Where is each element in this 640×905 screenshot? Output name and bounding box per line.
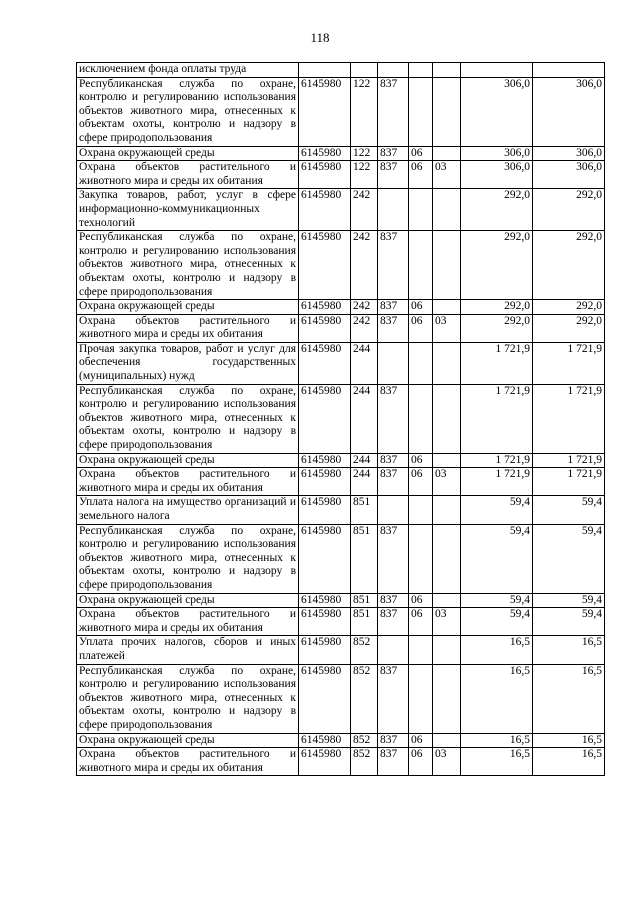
amount-year-2-cell: 292,0 bbox=[533, 189, 605, 231]
row-name-cell: Республиканская служба по охране, контролю и регулированию использования объектов животного мира, отнесенных к объектам охоты, контролю и надзору в сфере природопользования bbox=[77, 77, 299, 146]
section-code-cell: 06 bbox=[409, 593, 433, 608]
section-code-cell: 06 bbox=[409, 300, 433, 315]
table-row bbox=[77, 77, 605, 146]
row-name-cell: Охрана окружающей среды bbox=[77, 593, 299, 608]
department-code-cell: 837 bbox=[378, 468, 409, 496]
table-row bbox=[77, 636, 605, 664]
row-name-cell: Республиканская служба по охране, контролю и регулированию использования объектов животного мира, отнесенных к объектам охоты, контролю и надзору в сфере природопользования bbox=[77, 384, 299, 453]
subsection-code-cell bbox=[433, 384, 461, 453]
section-code-cell bbox=[409, 664, 433, 733]
row-name-cell: Уплата налога на имущество организаций и земельного налога bbox=[77, 496, 299, 524]
page-number: 118 bbox=[310, 30, 330, 45]
amount-year-1-cell: 306,0 bbox=[461, 146, 533, 161]
expense-type-code-cell: 122 bbox=[351, 161, 378, 189]
expense-type-code-cell: 852 bbox=[351, 748, 378, 776]
expense-type-code-cell: 242 bbox=[351, 314, 378, 342]
amount-year-2-cell: 1 721,9 bbox=[533, 453, 605, 468]
subsection-code-cell bbox=[433, 231, 461, 300]
target-article-code-cell: 6145980 bbox=[299, 77, 351, 146]
target-article-code-cell: 6145980 bbox=[299, 733, 351, 748]
table-body bbox=[77, 63, 605, 776]
section-code-cell: 06 bbox=[409, 748, 433, 776]
target-article-code-cell: 6145980 bbox=[299, 146, 351, 161]
subsection-code-cell bbox=[433, 77, 461, 146]
table-row bbox=[77, 593, 605, 608]
table-row bbox=[77, 231, 605, 300]
target-article-code-cell: 6145980 bbox=[299, 496, 351, 524]
department-code-cell: 837 bbox=[378, 161, 409, 189]
row-name-cell: Закупка товаров, работ, услуг в сфере информационно-коммуникационных технологий bbox=[77, 189, 299, 231]
target-article-code-cell: 6145980 bbox=[299, 608, 351, 636]
department-code-cell bbox=[378, 496, 409, 524]
row-name-cell: Уплата прочих налогов, сборов и иных платежей bbox=[77, 636, 299, 664]
amount-year-1-cell: 1 721,9 bbox=[461, 468, 533, 496]
amount-year-1-cell: 16,5 bbox=[461, 636, 533, 664]
amount-year-1-cell: 16,5 bbox=[461, 748, 533, 776]
subsection-code-cell bbox=[433, 63, 461, 78]
amount-year-1-cell: 292,0 bbox=[461, 300, 533, 315]
subsection-code-cell bbox=[433, 189, 461, 231]
row-name-cell: Охрана окружающей среды bbox=[77, 733, 299, 748]
table-row bbox=[77, 524, 605, 593]
table-row bbox=[77, 453, 605, 468]
expense-type-code-cell: 851 bbox=[351, 524, 378, 593]
target-article-code-cell: 6145980 bbox=[299, 593, 351, 608]
department-code-cell: 837 bbox=[378, 300, 409, 315]
amount-year-1-cell: 59,4 bbox=[461, 608, 533, 636]
expense-type-code-cell: 242 bbox=[351, 300, 378, 315]
amount-year-2-cell: 16,5 bbox=[533, 733, 605, 748]
amount-year-1-cell: 1 721,9 bbox=[461, 342, 533, 384]
section-code-cell bbox=[409, 524, 433, 593]
subsection-code-cell: 03 bbox=[433, 608, 461, 636]
subsection-code-cell bbox=[433, 664, 461, 733]
row-name-cell: Охрана окружающей среды bbox=[77, 146, 299, 161]
expense-type-code-cell: 242 bbox=[351, 189, 378, 231]
section-code-cell: 06 bbox=[409, 453, 433, 468]
section-code-cell bbox=[409, 63, 433, 78]
row-name-cell: Республиканская служба по охране, контролю и регулированию использования объектов животного мира, отнесенных к объектам охоты, контролю и надзору в сфере природопользования bbox=[77, 231, 299, 300]
amount-year-2-cell: 16,5 bbox=[533, 664, 605, 733]
table-row bbox=[77, 748, 605, 776]
table-row bbox=[77, 63, 605, 78]
expense-type-code-cell: 244 bbox=[351, 468, 378, 496]
table-row bbox=[77, 608, 605, 636]
amount-year-2-cell: 292,0 bbox=[533, 231, 605, 300]
subsection-code-cell bbox=[433, 524, 461, 593]
amount-year-1-cell: 59,4 bbox=[461, 496, 533, 524]
section-code-cell: 06 bbox=[409, 314, 433, 342]
expense-type-code-cell: 852 bbox=[351, 636, 378, 664]
department-code-cell: 837 bbox=[378, 524, 409, 593]
amount-year-1-cell: 306,0 bbox=[461, 161, 533, 189]
department-code-cell: 837 bbox=[378, 146, 409, 161]
expense-type-code-cell: 852 bbox=[351, 733, 378, 748]
amount-year-1-cell: 292,0 bbox=[461, 314, 533, 342]
row-name-cell: Охрана объектов растительного и животного мира и среды их обитания bbox=[77, 748, 299, 776]
subsection-code-cell bbox=[433, 593, 461, 608]
table-row bbox=[77, 189, 605, 231]
amount-year-2-cell: 1 721,9 bbox=[533, 468, 605, 496]
amount-year-2-cell: 16,5 bbox=[533, 636, 605, 664]
department-code-cell: 837 bbox=[378, 231, 409, 300]
department-code-cell bbox=[378, 189, 409, 231]
amount-year-2-cell: 59,4 bbox=[533, 608, 605, 636]
section-code-cell bbox=[409, 77, 433, 146]
section-code-cell bbox=[409, 231, 433, 300]
row-name-cell: Охрана объектов растительного и животного мира и среды их обитания bbox=[77, 468, 299, 496]
amount-year-2-cell: 306,0 bbox=[533, 161, 605, 189]
row-name-cell: Охрана объектов растительного и животного мира и среды их обитания bbox=[77, 161, 299, 189]
subsection-code-cell bbox=[433, 733, 461, 748]
target-article-code-cell: 6145980 bbox=[299, 189, 351, 231]
row-name-cell: исключением фонда оплаты труда bbox=[77, 63, 299, 78]
section-code-cell: 06 bbox=[409, 146, 433, 161]
department-code-cell: 837 bbox=[378, 748, 409, 776]
amount-year-2-cell: 1 721,9 bbox=[533, 384, 605, 453]
subsection-code-cell bbox=[433, 636, 461, 664]
amount-year-2-cell bbox=[533, 63, 605, 78]
amount-year-2-cell: 1 721,9 bbox=[533, 342, 605, 384]
section-code-cell bbox=[409, 189, 433, 231]
target-article-code-cell: 6145980 bbox=[299, 664, 351, 733]
department-code-cell: 837 bbox=[378, 733, 409, 748]
row-name-cell: Республиканская служба по охране, контролю и регулированию использования объектов животного мира, отнесенных к объектам охоты, контролю и надзору в сфере природопользования bbox=[77, 664, 299, 733]
section-code-cell: 06 bbox=[409, 733, 433, 748]
expense-type-code-cell: 122 bbox=[351, 146, 378, 161]
target-article-code-cell: 6145980 bbox=[299, 524, 351, 593]
expense-type-code-cell: 244 bbox=[351, 384, 378, 453]
target-article-code-cell: 6145980 bbox=[299, 748, 351, 776]
subsection-code-cell bbox=[433, 146, 461, 161]
subsection-code-cell bbox=[433, 453, 461, 468]
subsection-code-cell bbox=[433, 300, 461, 315]
department-code-cell: 837 bbox=[378, 453, 409, 468]
subsection-code-cell: 03 bbox=[433, 314, 461, 342]
department-code-cell: 837 bbox=[378, 77, 409, 146]
amount-year-1-cell bbox=[461, 63, 533, 78]
target-article-code-cell: 6145980 bbox=[299, 468, 351, 496]
department-code-cell: 837 bbox=[378, 608, 409, 636]
expense-type-code-cell: 244 bbox=[351, 453, 378, 468]
amount-year-1-cell: 306,0 bbox=[461, 77, 533, 146]
subsection-code-cell: 03 bbox=[433, 161, 461, 189]
department-code-cell: 837 bbox=[378, 593, 409, 608]
row-name-cell: Охрана окружающей среды bbox=[77, 453, 299, 468]
section-code-cell bbox=[409, 496, 433, 524]
subsection-code-cell: 03 bbox=[433, 748, 461, 776]
expense-type-code-cell: 122 bbox=[351, 77, 378, 146]
section-code-cell bbox=[409, 384, 433, 453]
table-row bbox=[77, 314, 605, 342]
department-code-cell: 837 bbox=[378, 384, 409, 453]
amount-year-2-cell: 292,0 bbox=[533, 314, 605, 342]
target-article-code-cell bbox=[299, 63, 351, 78]
amount-year-2-cell: 16,5 bbox=[533, 748, 605, 776]
department-code-cell bbox=[378, 342, 409, 384]
section-code-cell: 06 bbox=[409, 608, 433, 636]
row-name-cell: Охрана окружающей среды bbox=[77, 300, 299, 315]
target-article-code-cell: 6145980 bbox=[299, 636, 351, 664]
section-code-cell bbox=[409, 636, 433, 664]
amount-year-2-cell: 292,0 bbox=[533, 300, 605, 315]
amount-year-2-cell: 306,0 bbox=[533, 146, 605, 161]
expense-type-code-cell: 851 bbox=[351, 593, 378, 608]
target-article-code-cell: 6145980 bbox=[299, 384, 351, 453]
table-row bbox=[77, 384, 605, 453]
row-name-cell: Прочая закупка товаров, работ и услуг для обеспечения государственных (муниципальных) нужд bbox=[77, 342, 299, 384]
amount-year-1-cell: 1 721,9 bbox=[461, 384, 533, 453]
amount-year-1-cell: 292,0 bbox=[461, 231, 533, 300]
subsection-code-cell bbox=[433, 342, 461, 384]
expense-type-code-cell: 852 bbox=[351, 664, 378, 733]
table-row bbox=[77, 161, 605, 189]
row-name-cell: Охрана объектов растительного и животного мира и среды их обитания bbox=[77, 608, 299, 636]
amount-year-2-cell: 306,0 bbox=[533, 77, 605, 146]
expense-type-code-cell bbox=[351, 63, 378, 78]
amount-year-1-cell: 59,4 bbox=[461, 524, 533, 593]
amount-year-1-cell: 1 721,9 bbox=[461, 453, 533, 468]
department-code-cell: 837 bbox=[378, 314, 409, 342]
expense-type-code-cell: 851 bbox=[351, 608, 378, 636]
target-article-code-cell: 6145980 bbox=[299, 300, 351, 315]
section-code-cell: 06 bbox=[409, 161, 433, 189]
department-code-cell bbox=[378, 636, 409, 664]
budget-table bbox=[76, 62, 605, 776]
expense-type-code-cell: 242 bbox=[351, 231, 378, 300]
table-row bbox=[77, 664, 605, 733]
table-row bbox=[77, 733, 605, 748]
section-code-cell: 06 bbox=[409, 468, 433, 496]
section-code-cell bbox=[409, 342, 433, 384]
target-article-code-cell: 6145980 bbox=[299, 231, 351, 300]
subsection-code-cell: 03 bbox=[433, 468, 461, 496]
expense-type-code-cell: 851 bbox=[351, 496, 378, 524]
amount-year-2-cell: 59,4 bbox=[533, 496, 605, 524]
table-row bbox=[77, 342, 605, 384]
department-code-cell bbox=[378, 63, 409, 78]
target-article-code-cell: 6145980 bbox=[299, 453, 351, 468]
department-code-cell: 837 bbox=[378, 664, 409, 733]
amount-year-1-cell: 292,0 bbox=[461, 189, 533, 231]
row-name-cell: Охрана объектов растительного и животного мира и среды их обитания bbox=[77, 314, 299, 342]
target-article-code-cell: 6145980 bbox=[299, 161, 351, 189]
target-article-code-cell: 6145980 bbox=[299, 342, 351, 384]
amount-year-1-cell: 16,5 bbox=[461, 733, 533, 748]
amount-year-1-cell: 59,4 bbox=[461, 593, 533, 608]
amount-year-2-cell: 59,4 bbox=[533, 524, 605, 593]
amount-year-2-cell: 59,4 bbox=[533, 593, 605, 608]
expense-type-code-cell: 244 bbox=[351, 342, 378, 384]
table-row bbox=[77, 496, 605, 524]
table-row bbox=[77, 300, 605, 315]
table-row bbox=[77, 146, 605, 161]
row-name-cell: Республиканская служба по охране, контролю и регулированию использования объектов животного мира, отнесенных к объектам охоты, контролю и надзору в сфере природопользования bbox=[77, 524, 299, 593]
subsection-code-cell bbox=[433, 496, 461, 524]
target-article-code-cell: 6145980 bbox=[299, 314, 351, 342]
table-row bbox=[77, 468, 605, 496]
amount-year-1-cell: 16,5 bbox=[461, 664, 533, 733]
